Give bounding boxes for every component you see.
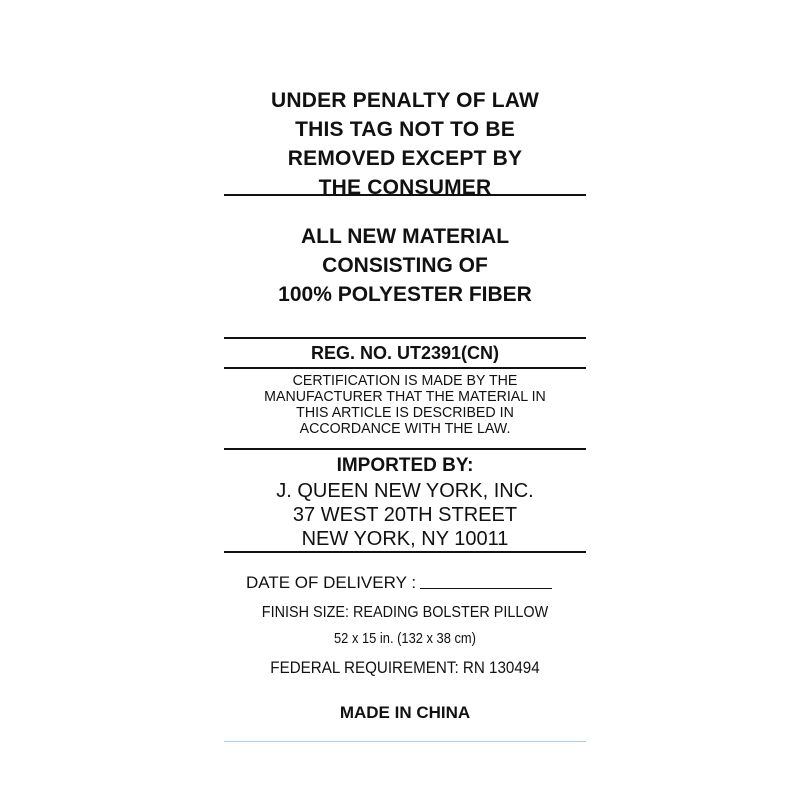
date-of-delivery-blank <box>420 588 552 589</box>
finish-size: FINISH SIZE: READING BOLSTER PILLOW <box>261 604 549 621</box>
warning-section <box>224 86 586 202</box>
warning-line: THE CONSUMER <box>318 176 492 199</box>
divider-importer <box>224 551 586 553</box>
certification-line: ACCORDANCE WITH THE LAW. <box>299 421 511 437</box>
material-line: ALL NEW MATERIAL <box>300 225 510 248</box>
dimensions: 52 x 15 in. (132 x 38 cm) <box>334 630 476 647</box>
material-line: CONSISTING OF <box>322 254 488 277</box>
date-of-delivery-label: DATE OF DELIVERY : <box>246 573 417 592</box>
certification-line: MANUFACTURER THAT THE MATERIAL IN <box>264 389 546 405</box>
warning-line: THIS TAG NOT TO BE <box>295 118 515 141</box>
certification-line: THIS ARTICLE IS DESCRIBED IN <box>296 405 514 421</box>
certification-section <box>228 373 583 437</box>
divider-warning <box>224 194 586 196</box>
importer-address <box>224 479 586 551</box>
divider-registration <box>224 367 586 369</box>
warning-line: REMOVED EXCEPT BY <box>287 147 523 170</box>
importer-line: J. QUEEN NEW YORK, INC. <box>276 480 534 502</box>
divider-certification <box>224 448 586 450</box>
country-of-origin: MADE IN CHINA <box>339 703 471 722</box>
registration-number: REG. NO. UT2391(CN) <box>310 343 500 363</box>
certification-line: CERTIFICATION IS MADE BY THE <box>292 373 518 389</box>
importer-heading: IMPORTED BY: <box>336 455 474 476</box>
divider-material <box>224 337 586 339</box>
federal-requirement: FEDERAL REQUIREMENT: RN 130494 <box>270 659 540 677</box>
importer-line: NEW YORK, NY 10011 <box>301 528 509 550</box>
cut-line <box>224 741 586 742</box>
warning-line: UNDER PENALTY OF LAW <box>270 89 540 112</box>
material-line: 100% POLYESTER FIBER <box>278 283 532 306</box>
importer-line: 37 WEST 20TH STREET <box>292 504 518 526</box>
material-section <box>224 222 586 309</box>
date-of-delivery-row <box>246 572 552 594</box>
